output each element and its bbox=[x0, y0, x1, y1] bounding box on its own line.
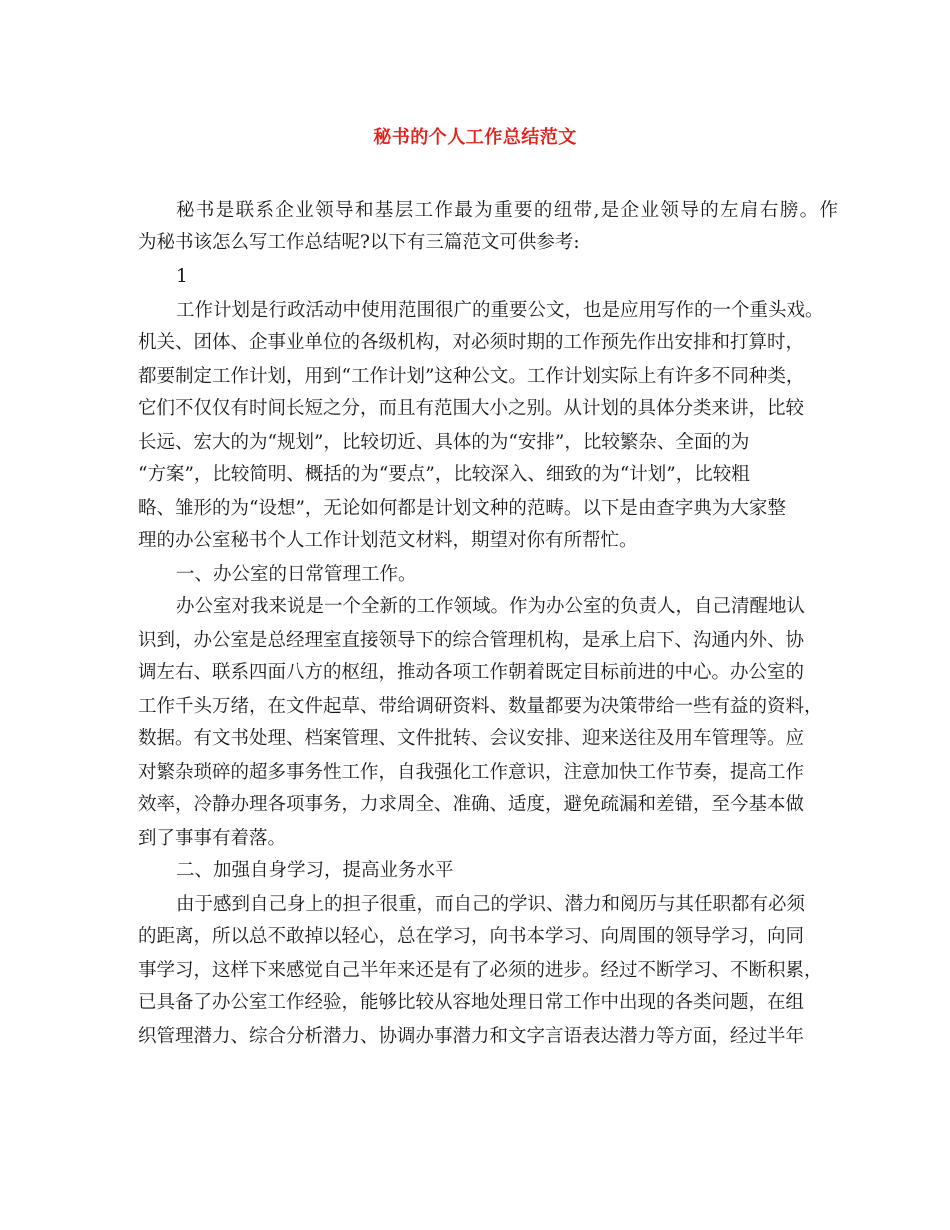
paragraph-line: 对繁杂琐碎的超多事务性工作，自我强化工作意识，注意加快工作节奏，提高工作 bbox=[138, 762, 805, 783]
paragraph-line: 效率，冷静办理各项事务，力求周全、准确、适度，避免疏漏和差错，至今基本做 bbox=[138, 794, 805, 815]
paragraph-line: 到了事事有着落。 bbox=[138, 828, 287, 849]
paragraph-line: 事学习，这样下来感觉自己半年来还是有了必须的进步。经过不断学习、不断积累， bbox=[138, 960, 823, 981]
paragraph-line: 已具备了办公室工作经验，能够比较从容地处理日常工作中出现的各类问题，在组 bbox=[138, 992, 805, 1013]
section-number: 1 bbox=[176, 266, 188, 287]
paragraph-line: 数据。有文书处理、档案管理、文件批转、会议安排、迎来送往及用车管理等。应 bbox=[138, 728, 805, 749]
paragraph-line: 工作计划是行政活动中使用范围很广的重要公文，也是应用写作的一个重头戏。 bbox=[176, 300, 824, 321]
paragraph-line: 办公室对我来说是一个全新的工作领域。作为办公室的负责人，自己清醒地认 bbox=[176, 596, 806, 617]
paragraph-line: 的距离，所以总不敢掉以轻心，总在学习，向书本学习、向周围的领导学习，向同 bbox=[138, 926, 805, 947]
paragraph-line: 织管理潜力、综合分析潜力、协调办事潜力和文字言语表达潜力等方面，经过半年 bbox=[138, 1026, 805, 1047]
paragraph-line: 它们不仅仅有时间长短之分，而且有范围大小之别。从计划的具体分类来讲，比较 bbox=[138, 398, 805, 419]
paragraph-line: 长远、宏大的为“规划”，比较切近、具体的为“安排”，比较繁杂、全面的为 bbox=[138, 432, 750, 453]
document-title: 秘书的个人工作总结范文 bbox=[373, 127, 577, 148]
paragraph-line: “方案”，比较简明、概括的为“要点”，比较深入、细致的为“计划”，比较粗 bbox=[138, 464, 750, 485]
paragraph-line: 识到，办公室是总经理室直接领导下的综合管理机构，是承上启下、沟通内外、协 bbox=[138, 630, 805, 651]
paragraph-line: 由于感到自己身上的担子很重，而自己的学识、潜力和阅历与其任职都有必须 bbox=[176, 894, 806, 915]
paragraph-line: 工作千头万绪，在文件起草、带给调研资料、数量都要为决策带给一些有益的资料， bbox=[138, 696, 823, 717]
paragraph-line: 略、雏形的为“设想”，无论如何都是计划文种的范畴。以下是由查字典为大家整 bbox=[138, 498, 786, 519]
paragraph-line: 调左右、联系四面八方的枢纽，推动各项工作朝着既定目标前进的中心。办公室的 bbox=[138, 662, 805, 683]
paragraph-line: 都要制定工作计划，用到“工作计划”这种公文。工作计划实际上有许多不同种类， bbox=[138, 366, 805, 387]
paragraph-line: 秘书是联系企业领导和基层工作最为重要的纽带,是企业领导的左肩右膀。作 bbox=[176, 200, 838, 221]
paragraph-line: 理的办公室秘书个人工作计划范文材料，期望对你有所帮忙。 bbox=[138, 530, 638, 551]
section-heading: 一、办公室的日常管理工作。 bbox=[176, 564, 417, 585]
paragraph-line: 为秘书该怎么写工作总结呢?以下有三篇范文可供参考: bbox=[138, 232, 580, 253]
section-heading: 二、加强自身学习，提高业务水平 bbox=[176, 860, 454, 881]
paragraph-line: 机关、团体、企事业单位的各级机构，对必须时期的工作预先作出安排和打算时， bbox=[138, 332, 805, 353]
